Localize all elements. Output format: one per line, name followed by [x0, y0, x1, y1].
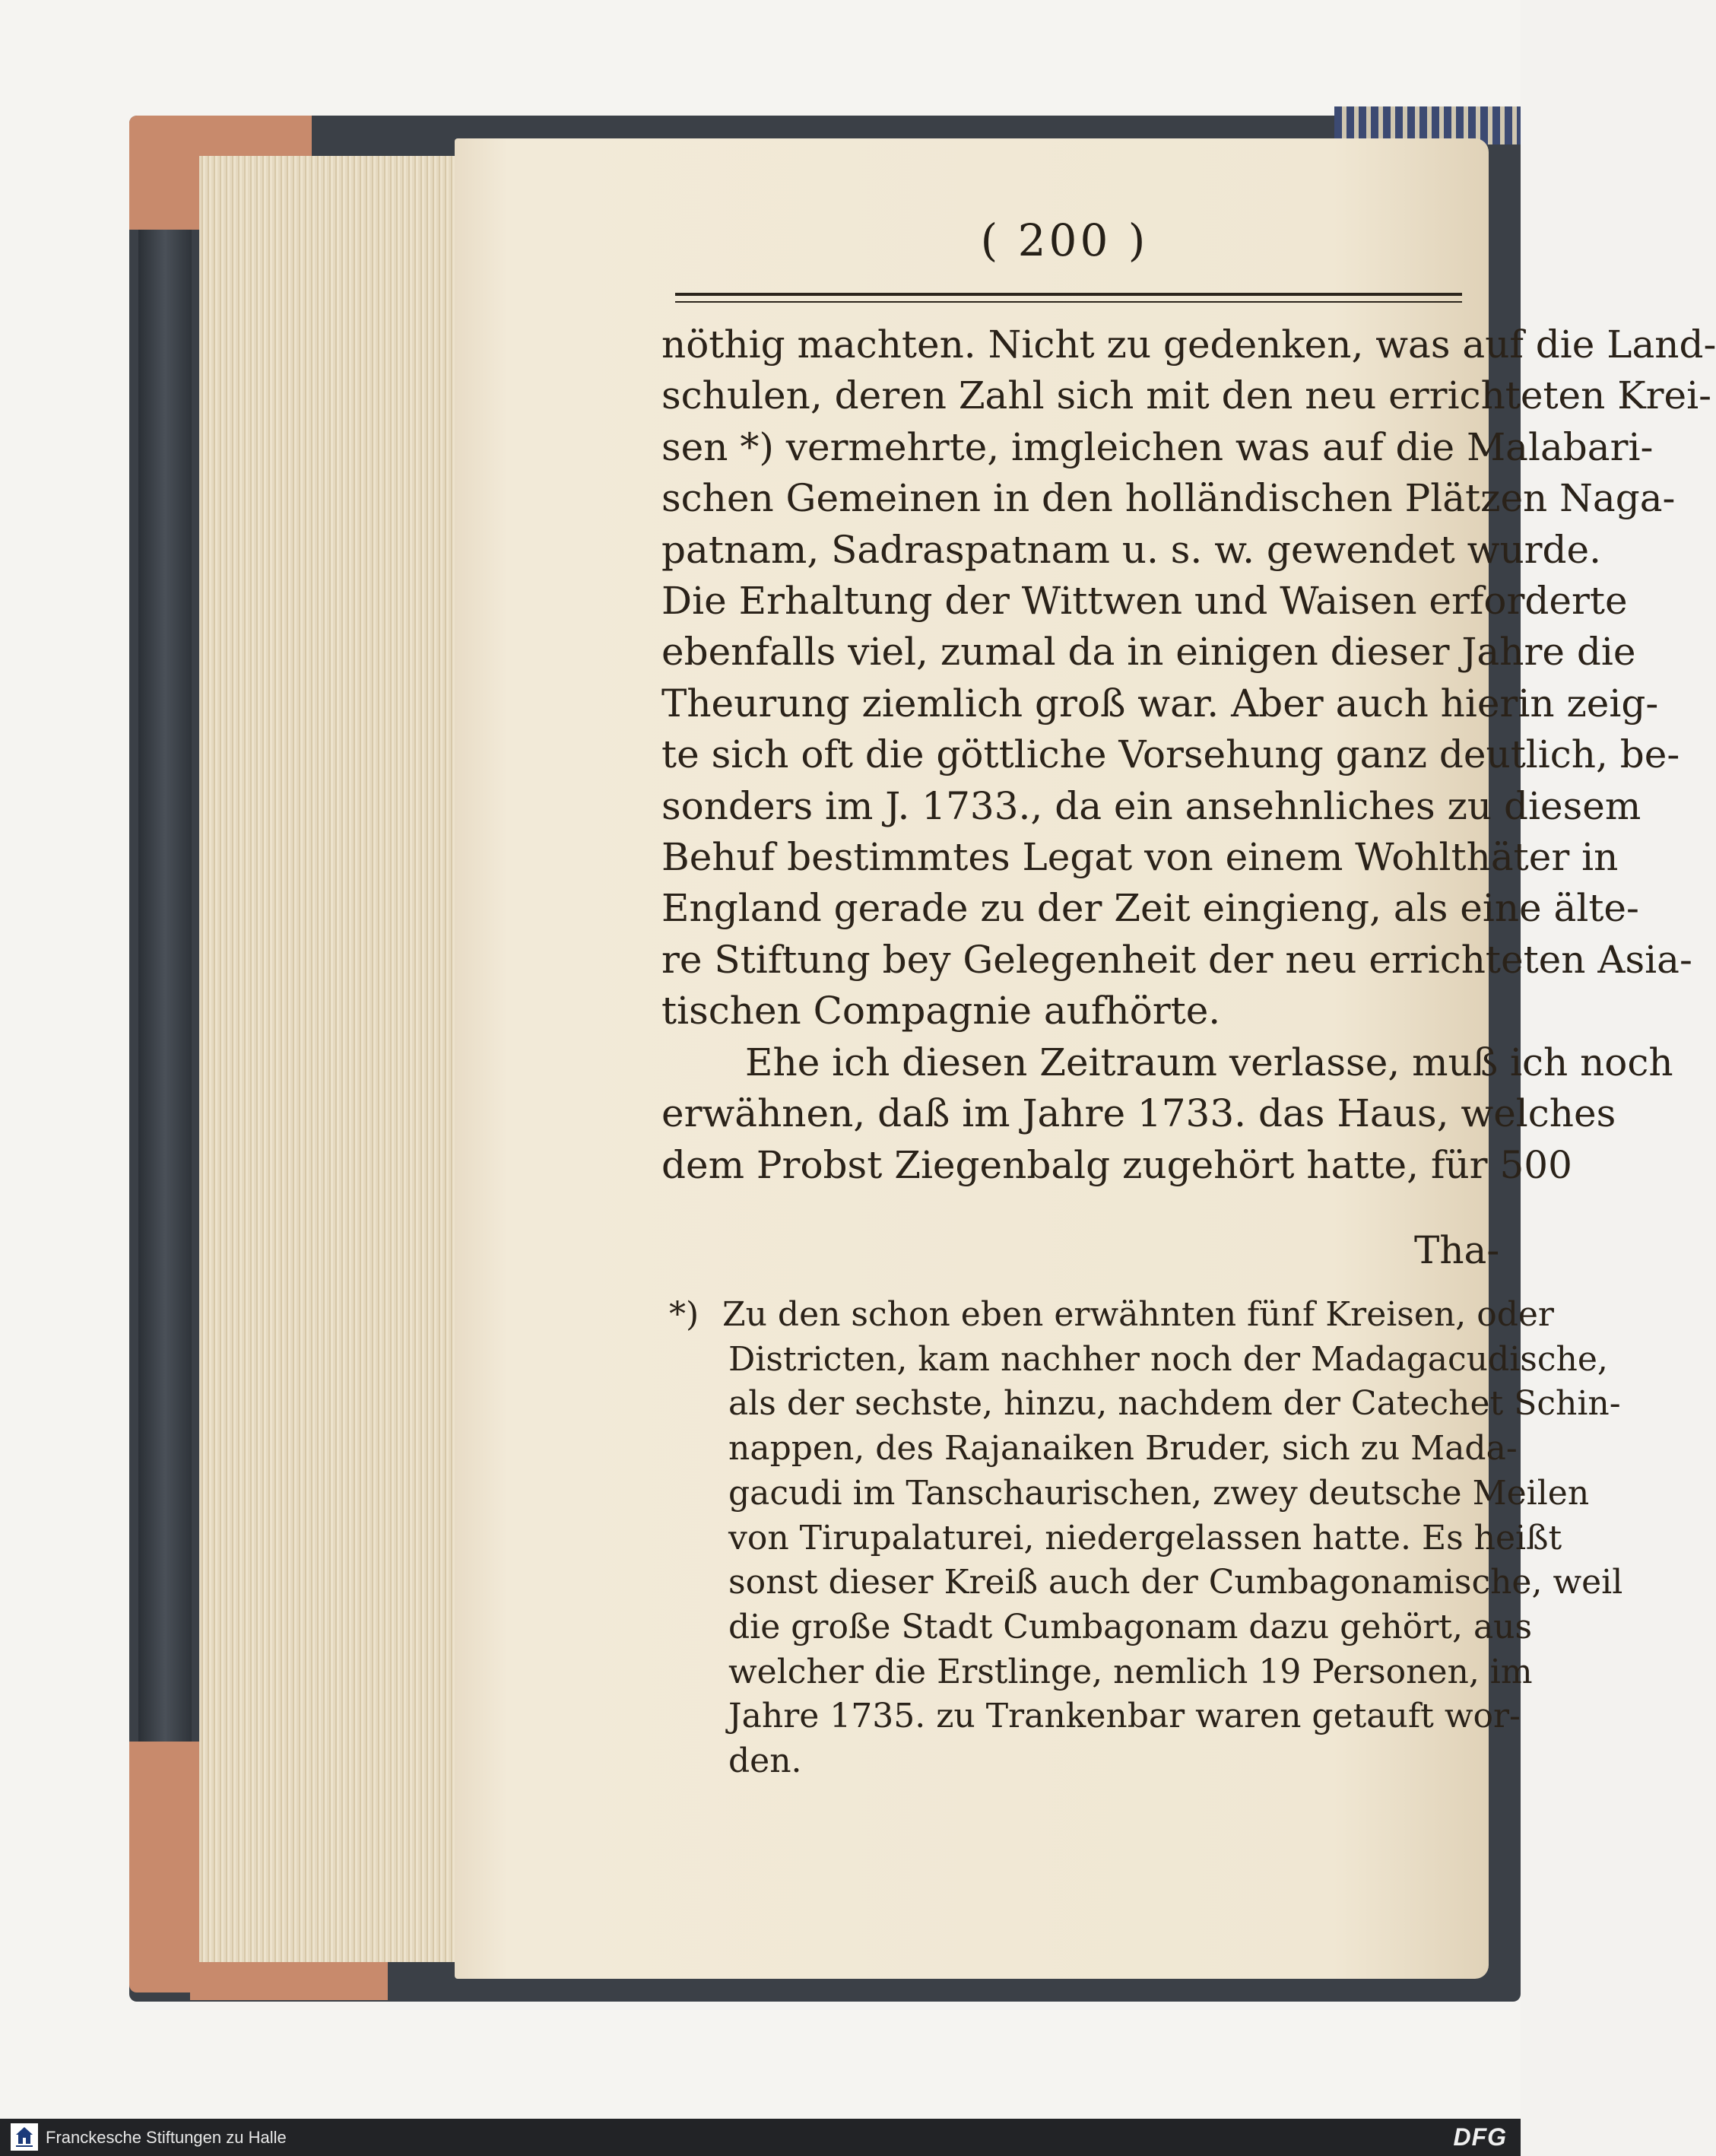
footnote-line: welcher die Erstlinge, nemlich 19 Personen, im — [728, 1652, 1533, 1691]
text-line: te sich oft die göttliche Vorsehung ganz deutlich, be- — [661, 732, 1680, 777]
text-line: schulen, deren Zahl sich mit den neu errichteten Krei- — [661, 373, 1711, 418]
footnote-line: von Tirupalaturei, niedergelassen hatte. Es heißt — [728, 1518, 1562, 1557]
page-edges — [199, 156, 465, 1962]
footnote-line: Districten, kam nachher noch der Madagacudische, — [728, 1339, 1608, 1379]
footnote-line: Jahre 1735. zu Trankenbar waren getauft wor- — [728, 1697, 1521, 1736]
text-line: ebenfalls viel, zumal da in einigen dieser Jahre die — [661, 630, 1636, 675]
text-line: England gerade zu der Zeit eingieng, als eine älte- — [661, 886, 1639, 931]
text-line: Ehe ich diesen Zeitraum verlasse, muß ich noch — [745, 1040, 1673, 1084]
book-spine — [138, 160, 192, 1962]
footnote-line: Zu den schon eben erwähnten fünf Kreisen, oder — [722, 1295, 1554, 1334]
footnote-line: nappen, des Rajanaiken Bruder, sich zu Mada- — [728, 1429, 1518, 1469]
text-line: tischen Compagnie aufhörte. — [661, 989, 1221, 1034]
text-line: sen *) vermehrte, imgleichen was auf die Malabari- — [661, 424, 1654, 469]
text-line: Die Erhaltung der Wittwen und Waisen erforderte — [661, 579, 1628, 624]
body-text — [661, 319, 1716, 1191]
institution-logo-icon — [11, 2123, 38, 2151]
footnote-line: als der sechste, hinzu, nachdem der Catechet Schin- — [728, 1384, 1621, 1424]
text-line: re Stiftung bey Gelegenheit der neu errichteten Asia- — [661, 937, 1692, 982]
institution-name: Franckesche Stiftungen zu Halle — [46, 2128, 287, 2147]
page-number-header: ( 200 ) — [980, 214, 1149, 266]
text-line: sonders im J. 1733., da ein ansehnliches zu diesem — [661, 783, 1641, 828]
footnote-line: sonst dieser Kreiß auch der Cumbagonamische, weil — [728, 1563, 1623, 1602]
header-rule — [675, 293, 1462, 303]
text-line: erwähnen, daß im Jahre 1733. das Haus, welches — [661, 1091, 1616, 1136]
text-line: Behuf bestimmtes Legat von einem Wohlthäter in — [661, 835, 1619, 880]
footnote-line: die große Stadt Cumbagonam dazu gehört, aus — [728, 1607, 1533, 1646]
footnote-marker: *) — [669, 1295, 699, 1334]
house-icon — [14, 2126, 34, 2148]
text-line: schen Gemeinen in den holländischen Plätzen Naga- — [661, 476, 1676, 521]
dfg-logo: DFG — [1453, 2123, 1507, 2151]
catchword: Tha- — [1414, 1228, 1500, 1272]
viewer-footer — [0, 2119, 1521, 2156]
text-line: Theurung ziemlich groß war. Aber auch hierin zeig- — [661, 681, 1659, 726]
text-line: nöthig machten. Nicht zu gedenken, was auf die Land- — [661, 322, 1716, 367]
text-line: dem Probst Ziegenbalg zugehört hatte, für 500 — [661, 1142, 1572, 1187]
text-line: patnam, Sadraspatnam u. s. w. gewendet wurde. — [661, 527, 1602, 572]
footnote-line: den. — [728, 1742, 802, 1781]
footnote — [669, 1293, 1623, 1784]
footnote-line: gacudi im Tanschaurischen, zwey deutsche Meilen — [728, 1473, 1590, 1513]
